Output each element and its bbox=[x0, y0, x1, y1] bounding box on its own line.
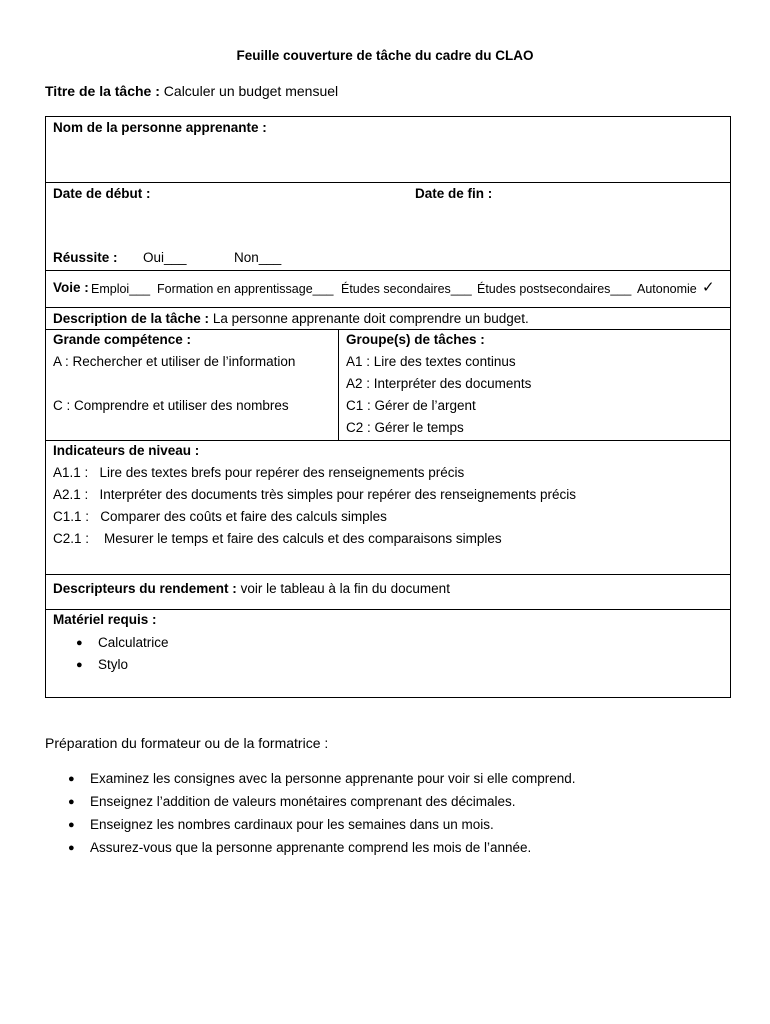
competence-table bbox=[46, 329, 730, 440]
competence-divider bbox=[338, 330, 339, 440]
materials-label: Matériel requis : bbox=[53, 612, 157, 627]
task-group-item: C2 : Gérer le temps bbox=[346, 420, 464, 435]
bullet-icon: ● bbox=[68, 773, 75, 785]
description-row bbox=[46, 308, 730, 441]
indicator-item: A1.1 : Lire des textes brefs pour repérer des renseignements précis bbox=[53, 465, 465, 480]
competence-item: C : Comprendre et utiliser des nombres bbox=[53, 398, 289, 413]
performance-row bbox=[46, 575, 730, 610]
pathway-apprenticeship: Formation en apprentissage___ bbox=[157, 282, 334, 296]
task-title-value: Calculer un budget mensuel bbox=[163, 83, 339, 99]
indicator-item: C1.1 : Comparer des coûts et faire des calculs simples bbox=[53, 509, 387, 524]
success-yes: Oui___ bbox=[143, 250, 187, 265]
indicator-item: C2.1 : Mesurer le temps et faire des calculs et des comparaisons simples bbox=[53, 531, 502, 546]
material-item: Calculatrice bbox=[98, 635, 169, 650]
indicators-label: Indicateurs de niveau : bbox=[53, 443, 200, 458]
preparation-item: Enseignez les nombres cardinaux pour les semaines dans un mois. bbox=[90, 817, 494, 832]
end-date-label: Date de fin : bbox=[415, 186, 493, 201]
task-group-item: A1 : Lire des textes continus bbox=[346, 354, 516, 369]
pathway-employment: Emploi___ bbox=[91, 282, 151, 296]
bullet-icon: ● bbox=[68, 842, 75, 854]
pathway-label: Voie : bbox=[53, 280, 89, 295]
material-item: Stylo bbox=[98, 657, 129, 672]
start-date-label: Date de début : bbox=[53, 186, 151, 201]
checkmark-icon: ✓ bbox=[702, 279, 715, 296]
preparation-item: Assurez-vous que la personne apprenante comprend les mois de l’année. bbox=[90, 840, 532, 855]
task-title-label: Titre de la tâche : bbox=[45, 83, 160, 99]
pathway-row bbox=[46, 271, 730, 308]
task-group-item: A2 : Interpréter des documents bbox=[346, 376, 532, 391]
preparation-heading: Préparation du formateur ou de la formatrice : bbox=[45, 735, 329, 751]
description-line bbox=[53, 311, 529, 326]
competence-label: Grande compétence : bbox=[53, 332, 192, 347]
materials-row bbox=[46, 610, 730, 698]
document-title: Feuille couverture de tâche du cadre du CLAO bbox=[236, 48, 534, 63]
competence-item: A : Rechercher et utiliser de l’information bbox=[53, 354, 296, 369]
pathway-secondary: Études secondaires___ bbox=[341, 282, 472, 296]
success-label: Réussite : bbox=[53, 250, 118, 265]
performance-value: voir le tableau à la fin du document bbox=[240, 581, 450, 596]
bullet-icon: ● bbox=[68, 796, 75, 808]
description-label: Description de la tâche : bbox=[53, 311, 210, 326]
indicators-row bbox=[46, 441, 730, 575]
indicator-item: A2.1 : Interpréter des documents très simples pour repérer des renseignements précis bbox=[53, 487, 576, 502]
pathway-autonomy: Autonomie bbox=[637, 282, 697, 296]
description-value: La personne apprenante doit comprendre un budget. bbox=[212, 311, 529, 326]
performance-label: Descripteurs du rendement : bbox=[53, 581, 237, 596]
success-no: Non___ bbox=[234, 250, 282, 265]
bullet-icon: ● bbox=[68, 819, 75, 831]
cover-form bbox=[45, 116, 731, 698]
bullet-icon: ● bbox=[76, 659, 83, 671]
task-title-line bbox=[45, 83, 338, 99]
preparation-item: Enseignez l’addition de valeurs monétaires comprenant des décimales. bbox=[90, 794, 516, 809]
bullet-icon: ● bbox=[76, 637, 83, 649]
learner-name-row bbox=[46, 117, 730, 183]
preparation-item: Examinez les consignes avec la personne apprenante pour voir si elle comprend. bbox=[90, 771, 576, 786]
performance-line bbox=[53, 581, 450, 596]
task-groups-label: Groupe(s) de tâches : bbox=[346, 332, 485, 347]
dates-row bbox=[46, 183, 730, 271]
task-group-item: C1 : Gérer de l’argent bbox=[346, 398, 476, 413]
learner-name-label: Nom de la personne apprenante : bbox=[53, 120, 267, 135]
pathway-postsecondary: Études postsecondaires___ bbox=[477, 282, 632, 296]
